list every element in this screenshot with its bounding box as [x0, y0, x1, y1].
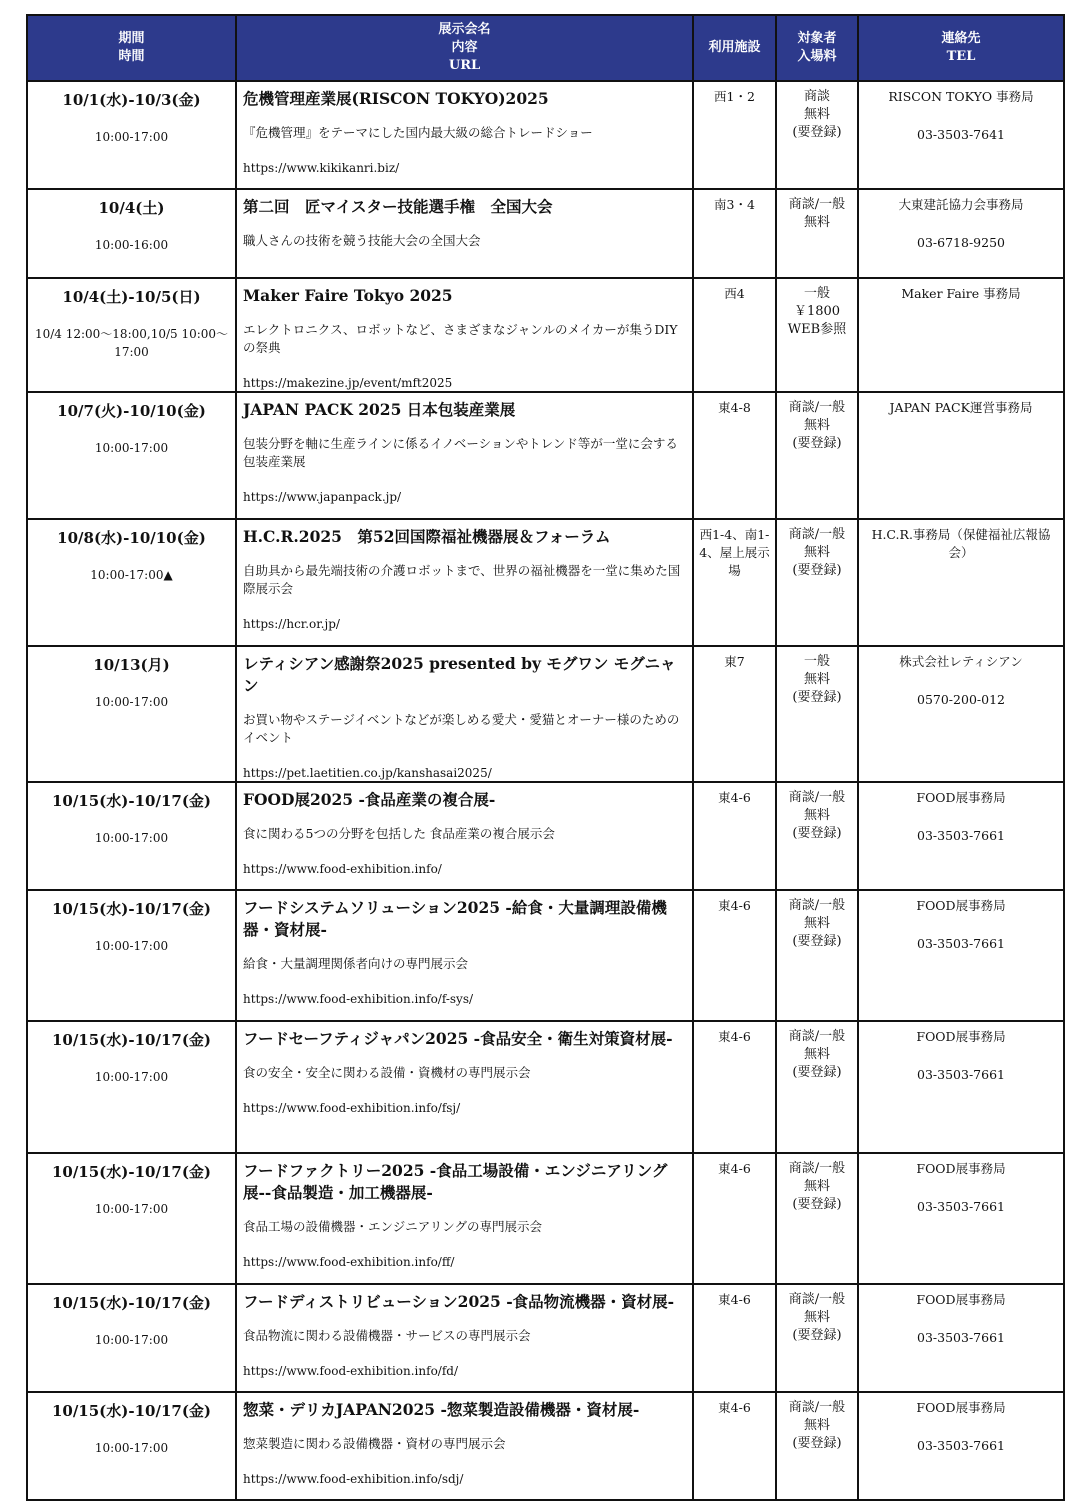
target-cell	[776, 1392, 858, 1500]
date-cell	[27, 1021, 236, 1153]
facility-cell: 西1・2	[693, 81, 776, 189]
target-line: 商談/一般	[788, 1029, 846, 1044]
date-cell	[27, 278, 236, 392]
event-date: 10/4(土)	[98, 199, 165, 217]
target-line: 商談	[803, 89, 830, 104]
event-url-link[interactable]: https://www.food-exhibition.info/f-sys/	[243, 992, 474, 1006]
event-time: 10:00-17:00	[94, 1333, 169, 1347]
event-description: 惣菜製造に関わる設備機器・資材の専門展示会	[243, 1436, 506, 1451]
target-line: 無料	[803, 107, 830, 122]
event-date: 10/4(土)-10/5(日)	[62, 288, 201, 306]
facility-cell: 東4-8	[693, 392, 776, 519]
target-line: 商談/一般	[788, 898, 846, 913]
target-line: 無料	[803, 1418, 830, 1433]
target-line: 無料	[803, 1047, 830, 1062]
event-time: 10:00-17:00	[94, 939, 169, 953]
table-row	[27, 1284, 1064, 1392]
contact-cell	[858, 890, 1064, 1021]
event-date: 10/15(水)-10/17(金)	[51, 792, 212, 810]
event-url-link[interactable]: https://pet.laetitien.co.jp/kanshasai2025/	[243, 766, 492, 780]
target-line: (要登録)	[792, 125, 842, 140]
facility-cell: 南3・4	[693, 189, 776, 278]
event-url-link[interactable]: https://www.japanpack.jp/	[243, 490, 402, 504]
event-date: 10/15(水)-10/17(金)	[51, 1294, 212, 1312]
target-line: 商談/一般	[788, 790, 846, 805]
event-date: 10/13(月)	[93, 656, 170, 674]
info-cell	[236, 1284, 693, 1392]
table-row	[27, 646, 1064, 782]
target-line: (要登録)	[792, 436, 842, 451]
info-cell	[236, 189, 693, 278]
target-line: 無料	[803, 672, 830, 687]
contact-name: JAPAN PACK運営事務局	[889, 400, 1033, 415]
contact-name: FOOD展事務局	[916, 1029, 1006, 1044]
event-name: FOOD展2025 -食品産業の複合展-	[243, 790, 496, 809]
contact-cell	[858, 278, 1064, 392]
facility-cell: 西4	[693, 278, 776, 392]
table-row	[27, 278, 1064, 392]
event-name: フードディストリビューション2025 -食品物流機器・資材展-	[243, 1292, 675, 1311]
date-cell	[27, 1153, 236, 1284]
contact-cell	[858, 392, 1064, 519]
target-line: 商談/一般	[788, 1400, 846, 1415]
contact-tel: 03-3503-7661	[917, 1067, 1005, 1082]
event-time: 10/4 12:00～18:00,10/5 10:00～17:00	[34, 327, 229, 359]
contact-cell	[858, 1021, 1064, 1153]
date-cell	[27, 646, 236, 782]
contact-name: FOOD展事務局	[916, 790, 1006, 805]
date-cell	[27, 392, 236, 519]
facility-cell: 東4-6	[693, 1284, 776, 1392]
target-cell	[776, 392, 858, 519]
contact-cell	[858, 519, 1064, 646]
date-cell	[27, 1392, 236, 1500]
target-line: (要登録)	[792, 826, 842, 841]
info-cell	[236, 81, 693, 189]
contact-name: FOOD展事務局	[916, 1400, 1006, 1415]
event-time: 10:00-17:00	[94, 695, 169, 709]
contact-name: 大東建託協力会事務局	[898, 197, 1024, 212]
info-cell	[236, 646, 693, 782]
event-date: 10/1(水)-10/3(金)	[62, 91, 201, 109]
table-row	[27, 890, 1064, 1021]
contact-cell	[858, 1284, 1064, 1392]
event-date: 10/15(水)-10/17(金)	[51, 1031, 212, 1049]
date-cell	[27, 1284, 236, 1392]
event-url-link[interactable]: https://www.food-exhibition.info/fsj/	[243, 1101, 461, 1115]
header-period: 期間 時間	[27, 15, 236, 81]
target-line: (要登録)	[792, 1328, 842, 1343]
table-row	[27, 392, 1064, 519]
table-row	[27, 1392, 1064, 1500]
header-row	[27, 15, 1064, 81]
event-date: 10/15(水)-10/17(金)	[51, 1163, 212, 1181]
contact-cell	[858, 646, 1064, 782]
facility-cell: 東4-6	[693, 782, 776, 890]
event-name: Maker Faire Tokyo 2025	[243, 286, 453, 305]
facility-cell: 東4-6	[693, 1153, 776, 1284]
event-time: 10:00-17:00	[94, 831, 169, 845]
contact-tel: 03-3503-7661	[917, 1199, 1005, 1214]
event-date: 10/15(水)-10/17(金)	[51, 900, 212, 918]
event-name: フードファクトリー2025 -食品工場設備・エンジニアリング展--食品製造・加工機器展-	[243, 1161, 668, 1202]
event-url-link[interactable]: https://hcr.or.jp/	[243, 617, 340, 631]
target-cell	[776, 646, 858, 782]
target-cell	[776, 1153, 858, 1284]
target-cell	[776, 278, 858, 392]
target-line: 無料	[803, 808, 830, 823]
date-cell	[27, 782, 236, 890]
table-row	[27, 81, 1064, 189]
contact-tel: 03-3503-7661	[917, 828, 1005, 843]
event-time: 10:00-17:00	[94, 441, 169, 455]
header-exhibition: 展示会名 内容 URL	[236, 15, 693, 81]
contact-tel: 03-3503-7661	[917, 936, 1005, 951]
target-line: (要登録)	[792, 1197, 842, 1212]
target-cell	[776, 189, 858, 278]
target-line: 無料	[803, 418, 830, 433]
header-contact: 連絡先 TEL	[858, 15, 1064, 81]
event-time: 10:00-16:00	[94, 238, 169, 252]
info-cell	[236, 278, 693, 392]
target-line: 無料	[803, 916, 830, 931]
event-description: 職人さんの技術を競う技能大会の全国大会	[243, 233, 481, 248]
event-description: 『危機管理』をテーマにした国内最大級の総合トレードショー	[243, 125, 593, 140]
target-line: 無料	[803, 1179, 830, 1194]
event-date: 10/8(水)-10/10(金)	[57, 529, 206, 547]
info-cell	[236, 1392, 693, 1500]
contact-cell	[858, 81, 1064, 189]
info-cell	[236, 782, 693, 890]
info-cell	[236, 890, 693, 1021]
contact-cell	[858, 1392, 1064, 1500]
facility-cell: 西1-4、南1-4、屋上展示場	[693, 519, 776, 646]
event-description: 自助具から最先端技術の介護ロボットまで、世界の福祉機器を一堂に集めた国際展示会	[243, 563, 681, 596]
target-line: (要登録)	[792, 1436, 842, 1451]
event-url-link[interactable]: https://www.kikikanri.biz/	[243, 161, 400, 175]
target-line: 商談/一般	[788, 400, 846, 415]
contact-name: FOOD展事務局	[916, 1161, 1006, 1176]
info-cell	[236, 1021, 693, 1153]
contact-cell	[858, 189, 1064, 278]
event-date: 10/15(水)-10/17(金)	[51, 1402, 212, 1420]
event-description: 給食・大量調理関係者向けの専門展示会	[243, 956, 469, 971]
target-cell	[776, 1284, 858, 1392]
event-time: 10:00-17:00	[94, 1070, 169, 1084]
target-cell	[776, 81, 858, 189]
event-description: 食の安全・安全に関わる設備・資機材の専門展示会	[243, 1065, 531, 1080]
info-cell	[236, 392, 693, 519]
event-time: 10:00-17:00	[94, 1202, 169, 1216]
contact-name: FOOD展事務局	[916, 898, 1006, 913]
header-target: 対象者 入場料	[776, 15, 858, 81]
event-name: フードセーフティジャパン2025 -食品安全・衛生対策資材展-	[243, 1029, 673, 1048]
contact-tel: 03-6718-9250	[917, 235, 1005, 250]
event-name: JAPAN PACK 2025 日本包装産業展	[243, 400, 516, 419]
date-cell	[27, 890, 236, 1021]
event-time: 10:00-17:00▲	[90, 568, 173, 582]
target-line: (要登録)	[792, 690, 842, 705]
event-description: お買い物やステージイベントなどが楽しめる愛犬・愛猫とオーナー様のためのイベント	[243, 712, 680, 745]
event-description: 食品工場の設備機器・エンジニアリングの専門展示会	[243, 1219, 542, 1234]
target-line: 商談/一般	[788, 1161, 846, 1176]
event-url-link[interactable]: https://www.food-exhibition.info/sdj/	[243, 1472, 464, 1486]
contact-name: 株式会社レティシアン	[899, 654, 1023, 669]
contact-cell	[858, 1153, 1064, 1284]
table-row	[27, 519, 1064, 646]
target-line: 無料	[803, 545, 830, 560]
target-line: (要登録)	[792, 934, 842, 949]
contact-name: H.C.R.事務局（保健福祉広報協会）	[871, 527, 1051, 560]
table-row	[27, 1153, 1064, 1284]
target-line: 無料	[803, 1310, 830, 1325]
target-line: ￥1800	[793, 304, 841, 319]
contact-tel: 03-3503-7641	[917, 127, 1005, 142]
exhibition-schedule-table	[26, 14, 1065, 1501]
event-name: レティシアン感謝祭2025 presented by モグワン モグニャン	[243, 654, 676, 695]
target-line: 商談/一般	[788, 527, 846, 542]
facility-cell: 東4-6	[693, 890, 776, 1021]
table-row	[27, 782, 1064, 890]
facility-cell: 東4-6	[693, 1021, 776, 1153]
event-time: 10:00-17:00	[94, 130, 169, 144]
header-facility: 利用施設	[693, 15, 776, 81]
contact-tel: 03-3503-7661	[917, 1330, 1005, 1345]
info-cell	[236, 1153, 693, 1284]
contact-name: RISCON TOKYO 事務局	[888, 89, 1034, 104]
event-date: 10/7(火)-10/10(金)	[57, 402, 206, 420]
event-name: フードシステムソリューション2025 -給食・大量調理設備機器・資材展-	[243, 898, 667, 939]
event-name: 惣菜・デリカJAPAN2025 -惣菜製造設備機器・資材展-	[243, 1400, 640, 1419]
target-cell	[776, 782, 858, 890]
event-name: H.C.R.2025 第52回国際福祉機器展＆フォーラム	[243, 527, 611, 546]
target-line: 商談/一般	[788, 1292, 846, 1307]
target-cell	[776, 1021, 858, 1153]
target-cell	[776, 890, 858, 1021]
target-line: (要登録)	[792, 1065, 842, 1080]
target-line: (要登録)	[792, 563, 842, 578]
table-row	[27, 189, 1064, 278]
target-line: WEB参照	[787, 322, 847, 337]
date-cell	[27, 189, 236, 278]
date-cell	[27, 519, 236, 646]
target-cell	[776, 519, 858, 646]
event-url-link[interactable]: https://www.food-exhibition.info/fd/	[243, 1364, 458, 1378]
contact-name: Maker Faire 事務局	[901, 286, 1021, 301]
target-line: 無料	[803, 215, 830, 230]
event-name: 危機管理産業展(RISCON TOKYO)2025	[243, 89, 549, 108]
event-description: 食に関わる5つの分野を包括した 食品産業の複合展示会	[243, 826, 555, 841]
event-time: 10:00-17:00	[94, 1441, 169, 1455]
facility-cell: 東7	[693, 646, 776, 782]
event-url-link[interactable]: https://www.food-exhibition.info/ff/	[243, 1255, 455, 1269]
event-description: エレクトロニクス、ロボットなど、さまざまなジャンルのメイカーが集うDIYの祭典	[243, 322, 678, 355]
table-row	[27, 1021, 1064, 1153]
event-name: 第二回 匠マイスター技能選手権 全国大会	[243, 197, 553, 216]
target-line: 商談/一般	[788, 197, 846, 212]
target-line: 一般	[803, 286, 830, 301]
event-url-link[interactable]: https://www.food-exhibition.info/	[243, 862, 442, 876]
event-description: 食品物流に関わる設備機器・サービスの専門展示会	[243, 1328, 531, 1343]
target-line: 一般	[803, 654, 830, 669]
facility-cell: 東4-6	[693, 1392, 776, 1500]
contact-name: FOOD展事務局	[916, 1292, 1006, 1307]
event-url-link[interactable]: https://makezine.jp/event/mft2025	[243, 376, 453, 390]
date-cell	[27, 81, 236, 189]
contact-tel: 0570-200-012	[917, 692, 1005, 707]
contact-cell	[858, 782, 1064, 890]
event-description: 包装分野を軸に生産ラインに係るイノベーションやトレンド等が一堂に会する包装産業展	[243, 436, 678, 469]
contact-tel: 03-3503-7661	[917, 1438, 1005, 1453]
info-cell	[236, 519, 693, 646]
